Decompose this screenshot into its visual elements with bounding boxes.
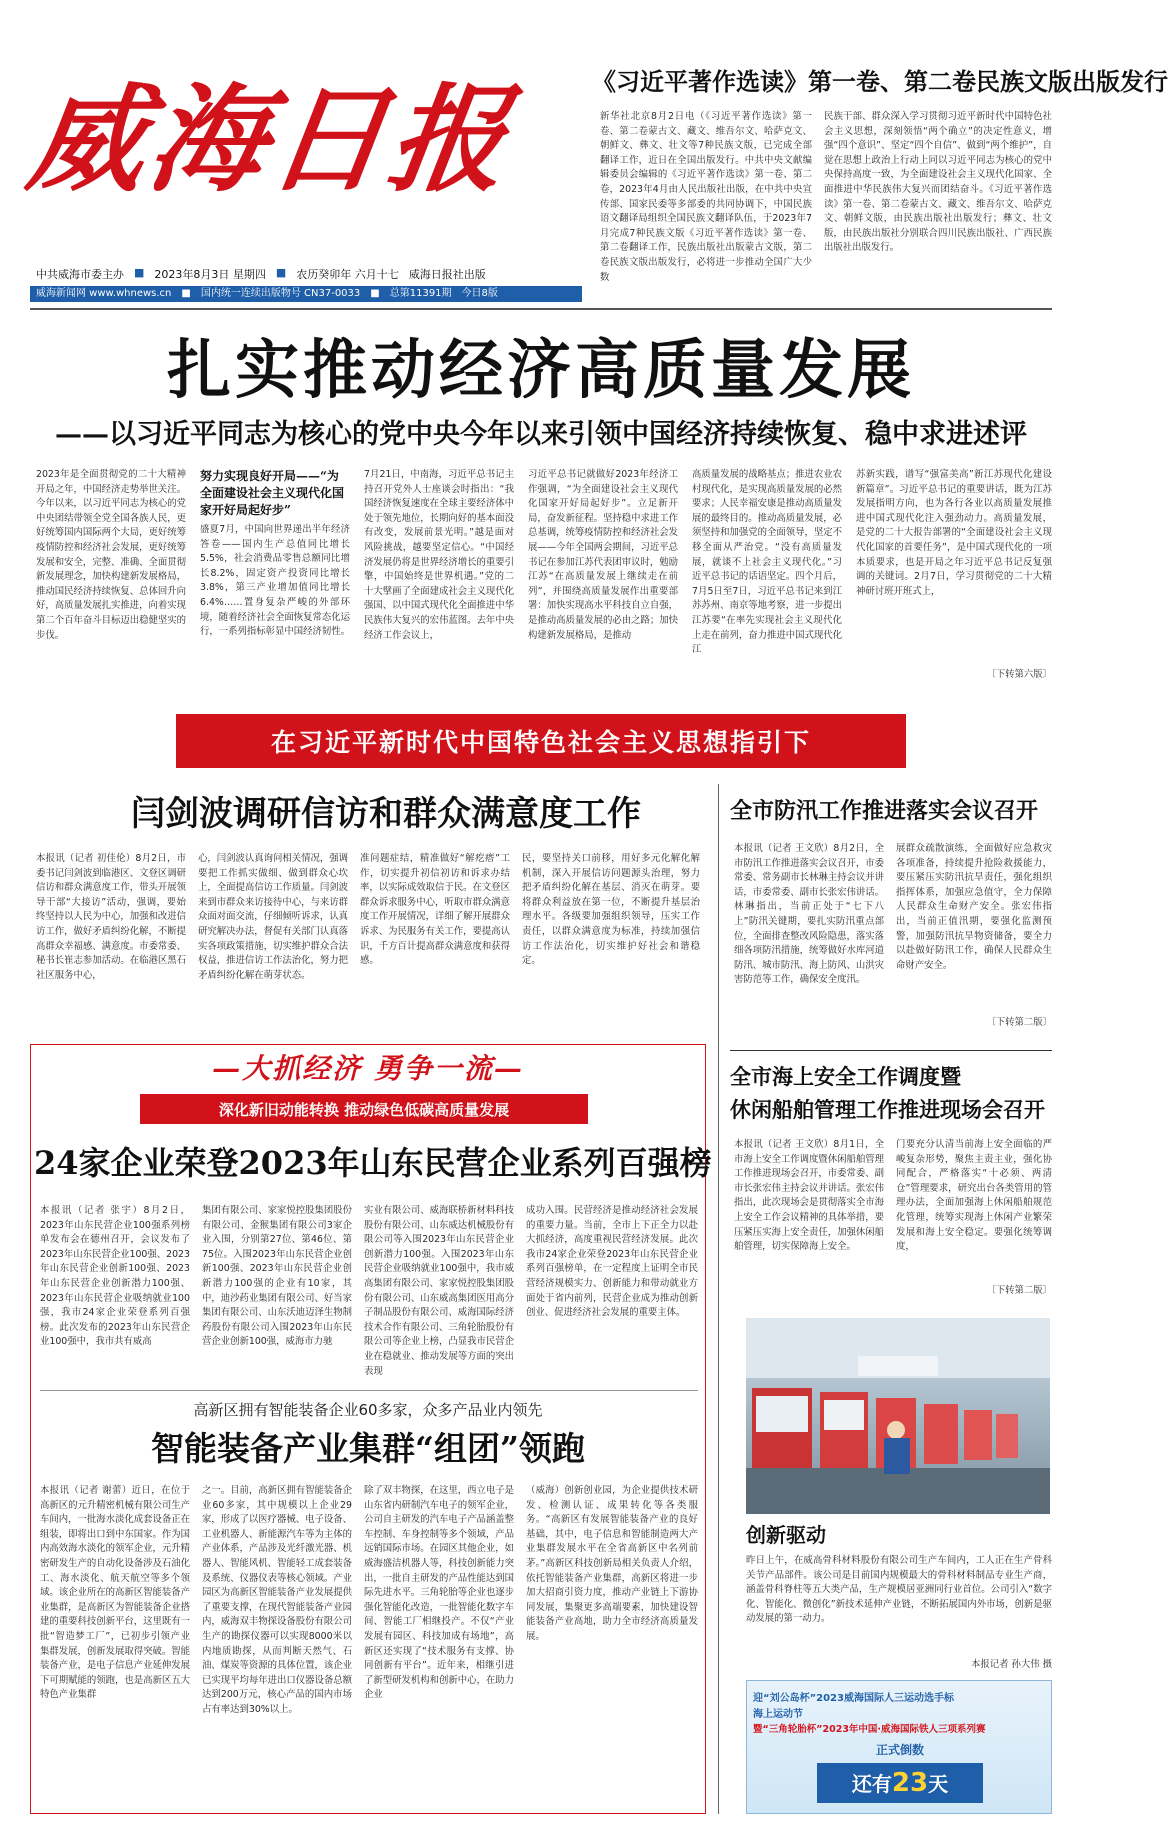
lead-col-5: 高质量发展的战略基点；推进农业农村现代化，是实现高质量发展的必然要求；人民幸福安康是推动高质量发展的最终目的。推动高质量发展，必须坚持和加强党的全面领导，坚定不移全面从严治党。“没有高质量发展，就谈不上社会主义现代化。”习近平总书记的话语坚定。四个月后，7月5日至7日，习近平总书记来到江苏苏州、南京等地考察，进一步提出江苏要“在率先实现社会主义现代化上走在前列，奋力推进中国式现代化江 [692,469,843,656]
theme-banner [176,714,906,768]
theme-banner-text: 在习近平新时代中国特色社会主义思想指引下 [270,728,811,757]
story-smart-col-4: （威海）创新创业园，为企业提供技术研发、检测认证、成果转化等各类服务。“高新区有发展智能装备产业的良好基础，其中，电子信息和智能制造两大产业集群发展水平在全省高新区中名列前茅。”高新区科技创新局相关负责人介绍，依托智能装备产业集群，高新区将进一步加大招商引资力度，推动产业链上下游协同发展，集聚更多高端要素，加快建设智能装备产业高地，助力全市经济高质量发展。 [526,1485,698,1642]
story-yan-col-4: 民，要坚持关口前移，用好多元化解化解机制，深入开展信访问题源头治理，努力把矛盾纠纷化解在基层、消灭在萌芽。要将群众利益放在第一位，不断提升基层治理水平。各级要加强组织领导，压实工作责任，以群众满意度为标准，持续加强信访工作法治化，切实维护好社会和谐稳定。 [522,853,700,967]
story-sea-headline-line-2: 休闲船舶管理工作推进现场会召开 [730,1097,1045,1122]
column-divider [718,784,719,1814]
lead-subhead: ——以习近平同志为核心的党中央今年以来引领中国经济持续恢复、稳中求进述评 [55,419,1027,450]
masthead-date: 2023年8月3日 星期四 [154,268,266,281]
story-flood-col-1: 本报讯（记者 王文欣）8月2日，全市防汛工作推进落实会议召开，市委常委、常务副市长林琳主持会议并讲话，市委常委、副市长张宏伟讲话。林琳指出，当前正处于“七下八上”防汛关键期，要扎实防汛重点部位，全面排查整改风险隐患，落实落细各项防汛措施，统筹做好水库河道防汛、城市防汛、海上防风、山洪灾害防范等工作，确保安全度汛。 [734,843,885,986]
story-smart-col-1: 本报讯（记者 谢蕾）近日，在位于高新区的元升精密机械有限公司生产车间内，一批海水淡化成套设备正在组装，即将出口到中东国家。作为国内高效海水淡化的领军企业，元升精密研发生产的自动化设备涉及石油化工、海水淡化、航天航空等多个领域。该企业所在的高新区智能装备产业集群，是高新区为智能装备企业搭建的重要科技创新平台，这里既有一批“智造梦工厂”，已初步引领产业集群发展，创新发展取得突破。智能装备产业，是电子信息产业延伸发展下可期赋能的领跑，也是高新区五大特色产业集群 [40,1485,191,1701]
lead-col-1: 2023年是全面贯彻党的二十大精神开局之年，中国经济走势举世关注。今年以来，以习近平同志为核心的党中央团结带领全党全国各族人民，更好统筹国内国际两个大局，更好统筹疫情防控和经济社会发展，更好统筹发展和安全，完整、准确、全面贯彻新发展理念，加快构建新发展格局，推动国民经济持续恢复、总体回升向好，高质量发展扎实推进，向着实现第二个百年奋斗目标迈出稳健坚实的步伐。 [36,469,187,641]
photo-story-text: 昨日上午，在威高骨科材料股份有限公司生产车间内，工人正在生产骨科关节产品部件。该公司是目前国内规模最大的骨科材料制品专业生产商，涵盖骨科脊柱等五大类产品，生产规模居亚洲同行业首位。公司引入“数字化、智能化、微创化”新技术延伸产业链，不断拓展国内外市场，创新是驱动发展的第一动力。 [746,1555,1052,1625]
story-sea-col-1: 本报讯（记者 王文欣）8月1日，全市海上安全工作调度暨休闲船舶管理工作推进现场会召开，市委常委、副市长张宏伟主持会议并讲话。张宏伟指出，此次现场会是贯彻落实全市海上安全工作会议精神的具体举措，要压紧压实海上安全责任，加强休闲船舶管理，切实保障海上安全。 [734,1139,885,1253]
issn-label: 国内统一连续出版物号 CN37-0033 [200,288,361,299]
story-sea-headline-line-1: 全市海上安全工作调度暨 [730,1064,961,1089]
event-ad [746,1680,1052,1814]
story-24-col-4: 成功入围。民营经济是推动经济社会发展的重要力量。当前，全市上下正全力以赴大抓经济，高度重视民营经济发展。此次我市24家企业荣登2023年山东民营企业系列百强榜单，在一定程度上证明全市民营经济规模实力、创新能力和带动就业方面处于省内前列，民营企业成为推动创新创业、促进经济社会发展的重要主体。 [526,1205,698,1319]
ad-line-4: 正式倒数 [875,1743,924,1757]
lead-col-2 [200,468,350,680]
ad-countdown-prefix: 还有 [851,1772,892,1796]
lead-headline: 扎实推动经济高质量发展 [167,333,915,408]
factory-photo [746,1318,1050,1514]
divider [730,1050,1052,1051]
story-yan-col-1: 本报讯（记者 初佳伦）8月2日，市委书记闫剑波到临港区、文登区调研信访和群众满意度工作，带头开展领导干部“大接访”活动，强调，要始终坚持以人民为中心，加强和改进信访工作，做好矛盾纠纷化解，不断提高群众幸福感、满意度。市委常委、秘书长崔志参加活动。在临港区黑石社区服务中心， [36,853,187,981]
page-count: 今日8版 [461,288,498,299]
story-24-col-3: 实业有限公司、威海联桥新材料科技股份有限公司、山东威达机械股份有限公司等入围2023年山东民营企业创新潜力100强。入围2023年山东民营企业吸纳就业100强中，我市威高集团有限公司、家家悦控股集团股份有限公司、山东威高集团医用高分子制品股份有限公司、威海国际经济技术合作有限公司、三角轮胎股份有限公司等企业上榜，凸显我市民营企业在稳就业、推动发展等方面的突出表现 [364,1205,515,1377]
divider [40,1390,698,1391]
story-smart-kicker: 高新区拥有智能装备企业60多家，众多产品业内领先 [193,1401,543,1419]
ad-line-1: 迎“刘公岛杯”2023威海国际人三运动选手标 [753,1693,954,1704]
story-sea-col-2: 门要充分认清当前海上安全面临的严峻复杂形势，聚焦主责主业，强化协同配合，严格落实“十必须、两清仓”管理要求，研究出台各类管用的管理办法，全面加强海上休闲船舶规范化管理，统筹实现海上休闲产业繁荣发展和海上安全稳定。要强化统筹调度， [896,1139,1052,1253]
story-24-col-1: 本报讯（记者 张宇）8月2日，2023年山东民营企业100强系列榜单发布会在德州召开，会议发布了2023年山东民营企业100强、2023年山东民营企业创新100强、2023年山东民营企业创新潜力100强、2023年山东民营企业吸纳就业100强，我市24家企业荣登系列百强榜。此次发布的2023年山东民营企业100强中，我市共有威高 [40,1205,190,1348]
ad-line-3: 暨“三角轮胎杯”2023年中国·威海国际铁人三项系列赛 [753,1724,986,1735]
photo-story-headline: 创新驱动 [746,1523,826,1547]
lead-col-3: 7月21日，中南海，习近平总书记主持召开党外人士座谈会时指出：“我国经济恢复速度在全球主要经济体中处于领先地位，长期向好的基本面没有改变，发展前景光明。”越是面对风险挑战，越要坚定信心。“中国经济发展仍将是世界经济增长的重要引擎，中国始终是世界机遇。”党的二十大擘画了全面建成社会主义现代化强国、以中国式现代化全面推进中华民族伟大复兴的宏伟蓝图。去年中央经济工作会议上， [364,469,515,641]
ad-countdown [817,1763,983,1803]
issue-number: 总第11391期 [389,288,452,299]
story-flood-col-2: 展群众疏散演练，全面做好应急救灾各项准备，持续提升抢险救援能力，要压紧压实防汛抗旱责任，强化组织指挥体系，加强应急值守，全力保障人民群众生命财产安全。张宏伟指出，当前正值汛期，要强化监测预警，加强防汛抗旱物资储备，要全力以赴做好防汛工作，确保人民群众生命财产安全。 [896,843,1052,971]
top-story-col-1: 新华社北京8月2日电（《习近平著作选读》第一卷、第二卷蒙古文、藏文、维吾尔文、哈萨克文、朝鲜文、彝文、壮文等7种民族文版，已完成全部翻译工作，近日在全国出版发行。中共中央文献编辑委员会编辑的《习近平著作选读》第一卷、第二卷，2023年4月由人民出版社出版，在中共中央宣传部、国家民委等多部委的共同协调下，中国民族语文翻译局组织全国民族文翻译队伍，于2023年7月完成7种民族文版《习近平著作选读》第一卷、第二卷翻译工作，民族出版社出版蒙古文版，第二卷民族文版出版发行，必将进一步推动全国广大少数 [600,111,812,283]
story-yan-col-3: 准问题症结，精准做好“解疙瘩”工作，切实提升初信初访和诉求办结率，以实际成效取信于民。在文登区群众诉求服务中心，听取市群众满意度工作开展情况，详细了解开展群众诉求、为民服务有关工作，要提高认识，千方百计提高群众满意度和获得感。 [360,853,511,967]
story-smart-col-3: 除了双丰物探，在这里，西立电子是山东省内研制汽车电子的领军企业，公司自主研发的汽车电子产品涵盖整车控制、车身控制等多个领域，产品远销国际市场。在园区其他企业，如威海盛洁机器人等，科技创新能力突出，一批自主研发的产品性能达到国际先进水平。三角轮胎等企业也逐步强化智能化改造，一批智能化数字车间、智能工厂相继投产。不仅“产业发展有园区、科技加成有场地”，高新区还实现了“技术服务有支撑、协同创新有平台”。近年来，相继引进了新型研发机构和创新中心，在助力企业 [364,1485,515,1701]
lead-col-2-heading: 努力实现良好开局——“为全面建设社会主义现代化国家开好局起好步” [200,469,345,517]
story-24-headline: 24家企业荣登2023年山东民营企业系列百强榜 [34,1144,712,1182]
masthead-blue-bar: 威海新闻网 www.whnews.cn ■ 国内统一连续出版物号 CN37-0033 ■ 总第11391期 今日8版 [30,286,582,302]
story-smart-col-2: 之一。目前，高新区拥有智能装备企业60多家，其中规模以上企业29家，形成了以医疗器械、电子设备、工业机器人、新能源汽车等为主体的产业体系，产品涉及光纤激光器、机器人、智能风机、智能轻工成套装备及系统、仪器仪表等核心领域。产业园区为高新区智能装备产业发展提供了重要支撑，在现代智能装备产业园内，威海双丰物探设备股份有限公司生产的勘探仪器可以实现8000米以内地质勘探，从而判断天然气、石油、煤炭等资源的具体位置，该企业已实现平均每年进出口仪器设备总额达到200万元，核心产品的国内市场占有率达到30%以上。 [202,1485,353,1715]
feature-ribbon [140,1094,588,1124]
masthead-publisher: 中共威海市委主办 [36,268,124,281]
story-flood-continue-note: 〔下转第二版〕 [986,1017,1052,1028]
feature-ribbon-text: 深化新旧动能转换 推动绿色低碳高质量发展 [218,1100,510,1119]
lead-col-2-text: 盛夏7月，中国向世界递出半年经济答卷——国内生产总值同比增长5.5%，社会消费品零售总额同比增长8.2%，固定资产投资同比增长3.8%，第三产业增加值同比增长6.4%……置身复杂严峻的外部环境，随着经济社会全面恢复常态化运行，一系列指标彰显中国经济韧性。 [200,524,351,638]
lead-col-6: 苏新实践，谱写“强富美高”新江苏现代化建设新篇章”。习近平总书记的重要讲话，既为江苏发展指明方向，也为各行各业以高质量发展推进中国式现代化注入强劲动力。高质量发展，是党的二十大报告部署的“全面建设社会主义现代化国家的首要任务”，是中国式现代化的一项本质要求，也是开局之年习近平总书记反复强调的关键词。2月7日，学习贯彻党的二十大精神研讨班开班式上， [856,469,1052,597]
story-yan-headline: 闫剑波调研信访和群众满意度工作 [131,794,641,834]
masthead-title: 威海日报 [20,72,520,208]
photo-credit: 本报记者 孙大伟 摄 [971,1659,1052,1670]
story-smart-headline: 智能装备产业集群“组团”领跑 [151,1429,585,1468]
story-24-col-2: 集团有限公司、家家悦控股集团股份有限公司、金猴集团有限公司3家企业入围，分别第27位、第46位、第75位。入围2023年山东民营企业创新100强、2023年山东民营企业创新潜力100强的企业有10家，其中，迪沙药业集团有限公司、好当家集团有限公司、山东沃迪迈泽生物制药股份有限公司入围2023年山东民营企业创新100强，威海市力驰 [202,1205,353,1348]
divider [30,308,1052,310]
lead-continue-note: 〔下转第六版〕 [986,669,1052,680]
masthead-info-row: 中共威海市委主办 ■ 2023年8月3日 星期四 ■ 农历癸卯年 六月十七 威海日报社出版 [36,266,582,284]
story-flood-headline: 全市防汛工作推进落实会议召开 [730,798,1039,824]
lead-col-4: 习近平总书记就做好2023年经济工作强调，“为全面建设社会主义现代化国家开好局起好步”。立足新开局，奋发新征程。坚持稳中求进工作总基调，统筹疫情防控和经济社会发展——今年全国两会期间，习近平总书记在参加江苏代表团审议时，勉励江苏“在高质量发展上继续走在前列”，并围绕高质量发展作出重要部署：加快实现高水平科技自立自强，是推动高质量发展的必由之路；加快构建新发展格局，是推动 [528,469,679,641]
ad-countdown-suffix: 天 [928,1772,949,1796]
ad-line-2: 海上运动节 [753,1709,803,1720]
feature-slogan: —大抓经济 勇争一流— [212,1052,524,1085]
top-story-headline: 《习近平著作选读》第一卷、第二卷民族文版出版发行 [592,67,1168,96]
factory-photo-image [746,1318,1050,1514]
masthead-lunar-date: 农历癸卯年 六月十七 [296,268,399,281]
top-story-col-2: 民族干部、群众深入学习贯彻习近平新时代中国特色社会主义思想，深刻领悟“两个确立”的决定性意义，增强“四个意识”、坚定“四个自信”、做到“两个维护”，自觉在思想上政治上行动上同以习近平同志为核心的党中央保持高度一致，为全面建设社会主义现代化国家、全面推进中华民族伟大复兴而团结奋斗。《习近平著作选读》第一卷、第二卷蒙古文、藏文、维吾尔文、哈萨克文、朝鲜文版，由民族出版社出版发行；彝文、壮文版，由民族出版社分别联合四川民族出版社、广西民族出版社出版发行。 [824,111,1052,254]
story-sea-headline [730,1060,1052,1126]
masthead-issuer: 威海日报社出版 [408,268,486,281]
ad-countdown-number: 23 [891,1768,929,1798]
story-yan-col-2: 心，闫剑波认真询问相关情况，强调要把工作抓实做细、做到群众心坎上，全面提高信访工作质量。闫剑波来到市群众来访接待中心，与来访群众面对面交流，仔细倾听诉求，认真研究解决办法，督促有关部门认真落实各项政策措施，切实维护群众合法权益，推进信访工作法治化，努力把矛盾纠纷化解在萌芽状态。 [198,853,349,981]
story-sea-continue-note: 〔下转第二版〕 [986,1285,1052,1296]
website-label: 威海新闻网 www.whnews.cn [36,288,172,299]
